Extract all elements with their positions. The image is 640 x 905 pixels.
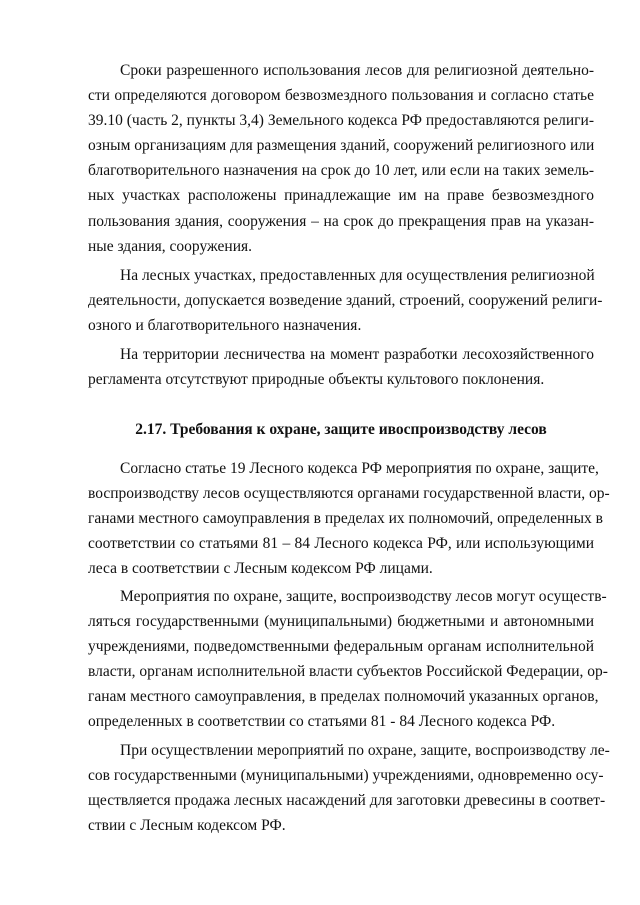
text-line: ствии с Лесным кодексом РФ. bbox=[88, 817, 286, 835]
text-line: деятельности, допускается возведение зданий, строений, сооружений религи- bbox=[88, 292, 603, 310]
paragraph-construction-allowed bbox=[88, 263, 603, 338]
paragraph-article-19 bbox=[88, 456, 610, 581]
text-line: ных участках расположены принадлежащие им на праве безвозмездного bbox=[88, 187, 594, 205]
text-line: ганами местного самоуправления в пределах их полномочий, определенных в bbox=[88, 510, 603, 528]
text-line: ганам местного самоуправления, в пределах полномочий указанных органов, bbox=[88, 688, 599, 706]
paragraph-institutions bbox=[88, 584, 608, 735]
text-line: ществляется продажа лесных насаждений для заготовки древесины в соответ- bbox=[88, 792, 606, 810]
text-line: озным организациям для размещения зданий, сооружений религиозного или bbox=[88, 137, 595, 155]
text-line: соответствии со статьями 81 – 84 Лесного кодекса РФ, или использующими bbox=[88, 535, 594, 553]
text-line: На территории лесничества на момент разработки лесохозяйственного bbox=[120, 346, 594, 363]
text-line: сти определяются договором безвозмездного пользования и согласно статье bbox=[88, 87, 594, 105]
section-heading: 2.17. Требования к охране, защите ивоспроизводству лесов bbox=[135, 421, 547, 438]
paragraph-no-cult-objects bbox=[88, 342, 594, 392]
text-line: воспроизводству лесов осуществляются органами государственной власти, ор- bbox=[88, 485, 610, 503]
text-line: пользования здания, сооружения – на срок до прекращения прав на указан- bbox=[88, 212, 594, 230]
text-line: При осуществлении мероприятий по охране, защите, воспроизводству ле- bbox=[120, 742, 610, 759]
paragraph-religious-use-terms bbox=[88, 58, 594, 259]
paragraph-timber-sale bbox=[88, 738, 610, 838]
text-line: На лесных участках, предоставленных для осуществления религиозной bbox=[120, 267, 595, 284]
text-line: озного и благотворительного назначения. bbox=[88, 317, 362, 335]
text-line: 39.10 (часть 2, пункты 3,4) Земельного кодекса РФ предоставляются религи- bbox=[88, 112, 594, 130]
text-line: ляться государственными (муниципальными) бюджетными и автономными bbox=[88, 613, 594, 631]
text-line: определенных в соответствии со статьями 81 - 84 Лесного кодекса РФ. bbox=[88, 713, 556, 731]
text-line: Мероприятия по охране, защите, воспроизводству лесов могут осуществ- bbox=[120, 588, 607, 605]
text-line: Согласно статье 19 Лесного кодекса РФ мероприятия по охране, защите, bbox=[120, 460, 599, 477]
text-line: Сроки разрешенного использования лесов для религиозной деятельно- bbox=[120, 62, 594, 79]
text-line: ные здания, сооружения. bbox=[88, 237, 252, 255]
text-line: учреждениями, подведомственными федеральным органам исполнительной bbox=[88, 638, 594, 656]
text-line: леса в соответствии с Лесным кодексом РФ лицами. bbox=[88, 560, 433, 578]
text-line: регламента отсутствуют природные объекты культового поклонения. bbox=[88, 371, 545, 389]
text-line: власти, органам исполнительной власти субъектов Российской Федерации, ор- bbox=[88, 663, 608, 681]
text-line: сов государственными (муниципальными) учреждениями, одновременно осу- bbox=[88, 767, 604, 785]
text-line: благотворительного назначения на срок до 10 лет, или если на таких земель- bbox=[88, 162, 594, 180]
